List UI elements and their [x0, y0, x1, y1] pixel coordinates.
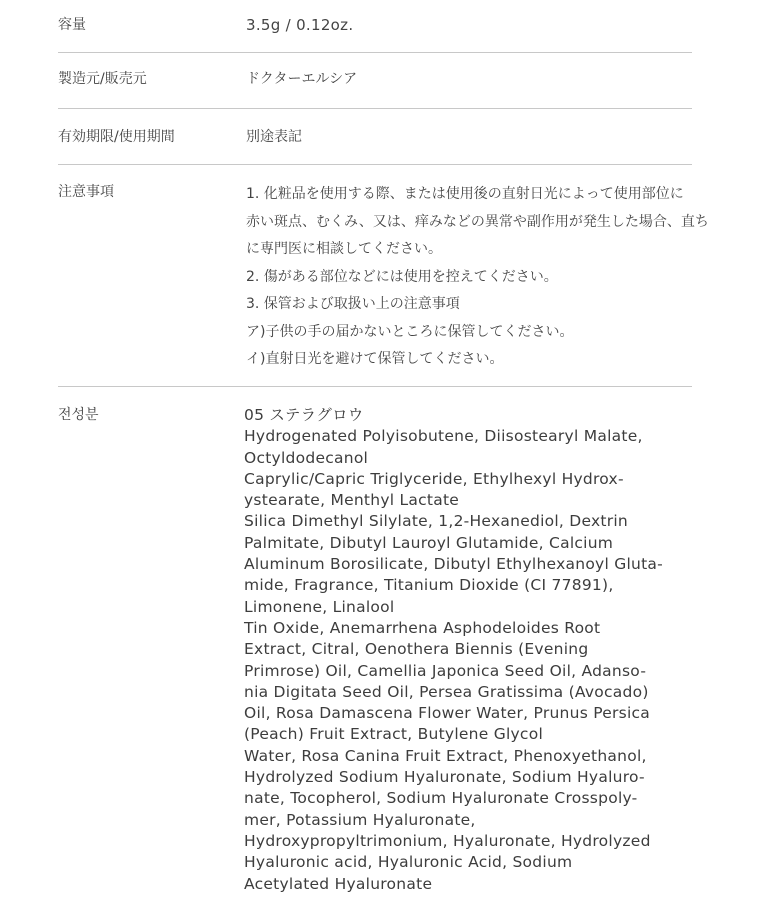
spec-value-capacity: 3.5g / 0.12oz.: [246, 16, 354, 34]
spec-value-expiry: 別途表記: [246, 129, 302, 145]
ingredient-line: 05 ステラグロウ: [244, 406, 364, 424]
spec-value-ingredients: [244, 387, 692, 895]
ingredient-line: Water, Rosa Canina Fruit Extract, Phenoxyethanol,: [244, 746, 647, 765]
ingredient-line: mide, Fragrance, Titanium Dioxide (CI 77891),: [244, 576, 614, 595]
spec-value-caution: [246, 165, 709, 374]
ingredient-line: Caprylic/Capric Triglyceride, Ethylhexyl Hydrox-: [244, 469, 624, 488]
caution-line: ア)子供の手の届かないところに保管してください。: [246, 323, 574, 340]
caution-line: 2. 傷がある部位などには使用を控えてください。: [246, 268, 558, 285]
ingredient-line: Hyaluronic acid, Hyaluronic Acid, Sodium: [244, 853, 573, 872]
spec-row-maker: [58, 53, 692, 109]
ingredient-line: Octyldodecanol: [244, 448, 369, 467]
ingredient-line: Hydrolyzed Sodium Hyaluronate, Sodium Hyaluro-: [244, 768, 645, 787]
spec-label-caution: 注意事項: [58, 184, 114, 200]
ingredient-line: Primrose) Oil, Camellia Japonica Seed Oil, Adanso-: [244, 661, 647, 680]
ingredient-line: Oil, Rosa Damascena Flower Water, Prunus Persica: [244, 704, 651, 723]
caution-line: に専門医に相談してください。: [246, 241, 442, 257]
ingredient-line: Palmitate, Dibutyl Lauroyl Glutamide, Calcium: [244, 533, 614, 552]
ingredient-line: Silica Dimethyl Silylate, 1,2-Hexanediol, Dextrin: [244, 512, 628, 531]
spec-row-capacity: [58, 0, 692, 53]
spec-label-maker: 製造元/販売元: [58, 71, 147, 87]
ingredient-line: ystearate, Menthyl Lactate: [244, 491, 460, 510]
spec-row-expiry: [58, 109, 692, 165]
spec-label-capacity: 容量: [58, 17, 86, 33]
ingredient-line: Acetylated Hyaluronate: [244, 874, 433, 893]
spec-label-ingredients: 전성분: [58, 407, 99, 423]
ingredient-line: Limonene, Linalool: [244, 597, 395, 616]
caution-line: イ)直射日光を避けて保管してください。: [246, 351, 504, 367]
ingredient-line: (Peach) Fruit Extract, Butylene Glycol: [244, 725, 543, 744]
ingredient-line: Hydroxypropyltrimonium, Hyaluronate, Hydrolyzed: [244, 831, 651, 850]
spec-label-expiry: 有効期限/使用期間: [58, 129, 175, 145]
caution-line: 1. 化粧品を使用する際、または使用後の直射日光によって使用部位に: [246, 186, 684, 202]
spec-value-maker: ドクターエルシア: [246, 71, 358, 87]
spec-row-ingredients: [58, 387, 692, 917]
ingredient-line: nia Digitata Seed Oil, Persea Gratissima (Avocado): [244, 682, 649, 701]
caution-line: 3. 保管および取扱い上の注意事項: [246, 296, 460, 312]
ingredient-line: Aluminum Borosilicate, Dibutyl Ethylhexanoyl Gluta-: [244, 555, 664, 574]
ingredient-line: Hydrogenated Polyisobutene, Diisostearyl Malate,: [244, 427, 643, 446]
spec-row-caution: [58, 165, 709, 387]
product-spec-table: [58, 0, 709, 917]
ingredient-line: Extract, Citral, Oenothera Biennis (Evening: [244, 640, 589, 659]
ingredient-line: mer, Potassium Hyaluronate,: [244, 810, 476, 829]
ingredient-line: Tin Oxide, Anemarrhena Asphodeloides Root: [244, 618, 601, 637]
caution-line: 赤い斑点、むくみ、又は、痒みなどの異常や副作用が発生した場合、直ち: [246, 213, 709, 230]
ingredient-line: nate, Tocopherol, Sodium Hyaluronate Crosspoly-: [244, 789, 638, 808]
